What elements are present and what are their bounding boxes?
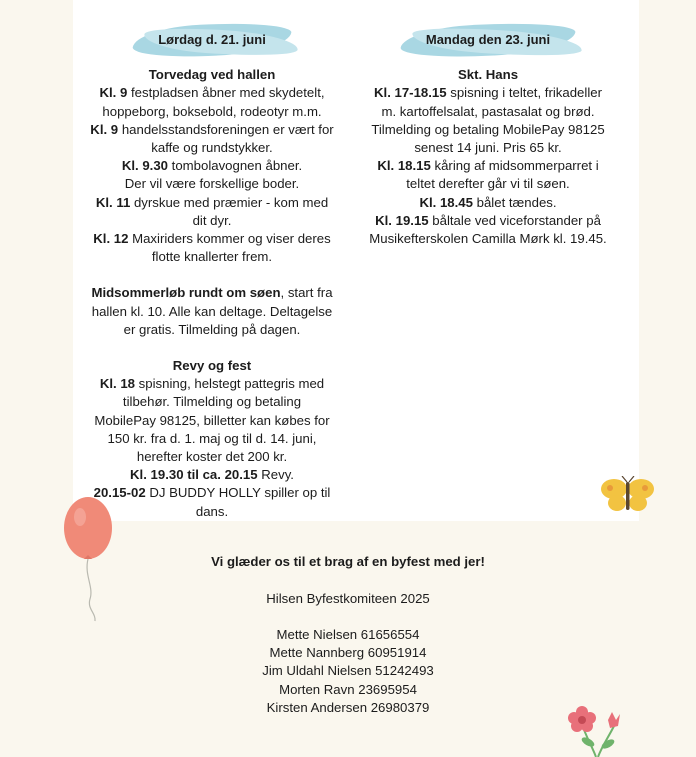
schedule-time: Kl. 18.15	[377, 158, 431, 174]
schedule-line	[363, 212, 613, 230]
schedule-text: festpladsen åbner med skydetelt,	[127, 85, 325, 101]
contact-item: Mette Nannberg 60951914	[269, 645, 427, 661]
schedule-text: 150 kr. fra d. 1. maj og til d. 14. juni,	[107, 430, 317, 446]
schedule-text: Der vil være forskellige boder.	[124, 176, 300, 192]
closing-line: Vi glæder os til et brag af en byfest med jer!	[211, 554, 485, 569]
schedule-list	[80, 284, 344, 339]
schedule-time: Kl. 9	[90, 121, 119, 137]
monday-heading	[416, 28, 560, 52]
schedule-line	[80, 121, 344, 139]
schedule-list	[80, 84, 344, 266]
schedule-line	[80, 430, 344, 448]
schedule-text: dit dyr.	[192, 212, 232, 228]
schedule-text: Musikefterskolen Camilla Mørk kl. 19.45.	[369, 231, 607, 247]
schedule-line	[80, 84, 344, 102]
schedule-text: båltale ved viceforstander på	[428, 212, 601, 228]
schedule-line	[80, 375, 344, 393]
greeting-line: Hilsen Byfestkomiteen 2025	[266, 591, 430, 606]
schedule-text: tilbehør. Tilmelding og betaling	[122, 394, 302, 410]
schedule-text: handelsstandsforeningen er vært for	[118, 121, 334, 137]
schedule-line	[80, 103, 344, 121]
schedule-line	[363, 103, 613, 121]
schedule-text: senest 14 juni. Pris 65 kr.	[414, 140, 562, 156]
saturday-column	[80, 28, 344, 521]
schedule-text: hoppeborg, boksebold, rodeotyr m.m.	[102, 103, 322, 119]
flowers-icon	[562, 702, 632, 757]
schedule-text: spisning, helstegt pattegris med	[135, 376, 325, 392]
schedule-list	[363, 84, 613, 248]
schedule-time: Kl. 19.15	[375, 212, 429, 228]
schedule-text: Revy.	[257, 467, 294, 483]
schedule-line	[80, 175, 344, 193]
schedule-line	[80, 448, 344, 466]
schedule-line	[80, 230, 344, 248]
schedule-line	[80, 393, 344, 411]
schedule-time: Kl. 11	[95, 194, 131, 210]
schedule-text: tombolavognen åbner.	[168, 158, 303, 174]
schedule-text: MobilePay 98125, billetter kan købes for	[94, 412, 330, 428]
monday-column	[363, 28, 613, 248]
schedule-text: Maxiriders kommer og viser deres	[128, 231, 331, 247]
schedule-time: 20.15-02	[93, 485, 146, 501]
schedule-line	[363, 121, 613, 139]
schedule-text: dyrskue med præmier - kom med	[130, 194, 329, 210]
contact-item: Morten Ravn 23695954	[279, 681, 417, 697]
schedule-text: DJ BUDDY HOLLY spiller op til	[145, 485, 331, 501]
section-title: Revy og fest	[172, 358, 252, 374]
contact-item: Jim Uldahl Nielsen 51242493	[262, 663, 434, 679]
schedule-text: bålet tændes.	[472, 194, 557, 210]
schedule-line	[363, 84, 613, 102]
schedule-line	[80, 157, 344, 175]
schedule-line	[80, 321, 344, 339]
schedule-time: Kl. 9.30	[121, 158, 168, 174]
schedule-line	[80, 284, 344, 302]
schedule-time: Kl. 17-18.15	[374, 85, 447, 101]
schedule-time: Kl. 19.30 til ca. 20.15	[130, 467, 258, 483]
contact-item: Kirsten Andersen 26980379	[266, 699, 430, 715]
schedule-time: Midsommerløb rundt om søen	[91, 285, 281, 301]
schedule-text: teltet derefter går vi til søen.	[406, 176, 570, 192]
monday-heading-text: Mandag den 23. juni	[425, 32, 551, 47]
schedule-line	[80, 194, 344, 212]
schedule-text: dans.	[195, 503, 229, 519]
section-title: Skt. Hans	[457, 67, 519, 83]
schedule-line	[363, 175, 613, 193]
schedule-text: m. kartoffelsalat, pastasalat og brød.	[381, 103, 595, 119]
schedule-text: er gratis. Tilmelding på dagen.	[123, 321, 301, 337]
schedule-line	[363, 139, 613, 157]
schedule-text: , start fra	[280, 285, 333, 301]
butterfly-icon	[600, 476, 656, 514]
schedule-time: Kl. 18.45	[419, 194, 473, 210]
saturday-heading	[148, 28, 276, 52]
contact-item: Mette Nielsen 61656554	[276, 627, 420, 642]
schedule-time: Kl. 12	[93, 231, 129, 247]
schedule-line	[80, 412, 344, 430]
schedule-text: kaffe og rundstykker.	[151, 140, 273, 156]
schedule-text: kåring af midsommerparret i	[430, 158, 599, 174]
schedule-line	[80, 303, 344, 321]
schedule-text: hallen kl. 10. Alle kan deltage. Deltagelse	[91, 303, 333, 319]
schedule-text: spisning i teltet, frikadeller	[446, 85, 602, 101]
balloon-icon	[60, 495, 120, 625]
schedule-line	[363, 157, 613, 175]
schedule-line	[80, 248, 344, 266]
schedule-line	[80, 139, 344, 157]
saturday-heading-text: Lørdag d. 21. juni	[158, 32, 266, 47]
schedule-time: Kl. 18	[99, 376, 136, 392]
section-title: Torvedag ved hallen	[148, 67, 276, 83]
schedule-text: flotte knallerter frem.	[151, 249, 273, 265]
schedule-text: herefter koster det 200 kr.	[136, 449, 288, 465]
schedule-time: Kl. 9	[99, 85, 128, 101]
schedule-line	[363, 230, 613, 248]
schedule-line	[80, 466, 344, 484]
schedule-text: Tilmelding og betaling MobilePay 98125	[371, 121, 605, 137]
schedule-line	[80, 212, 344, 230]
schedule-line	[363, 194, 613, 212]
